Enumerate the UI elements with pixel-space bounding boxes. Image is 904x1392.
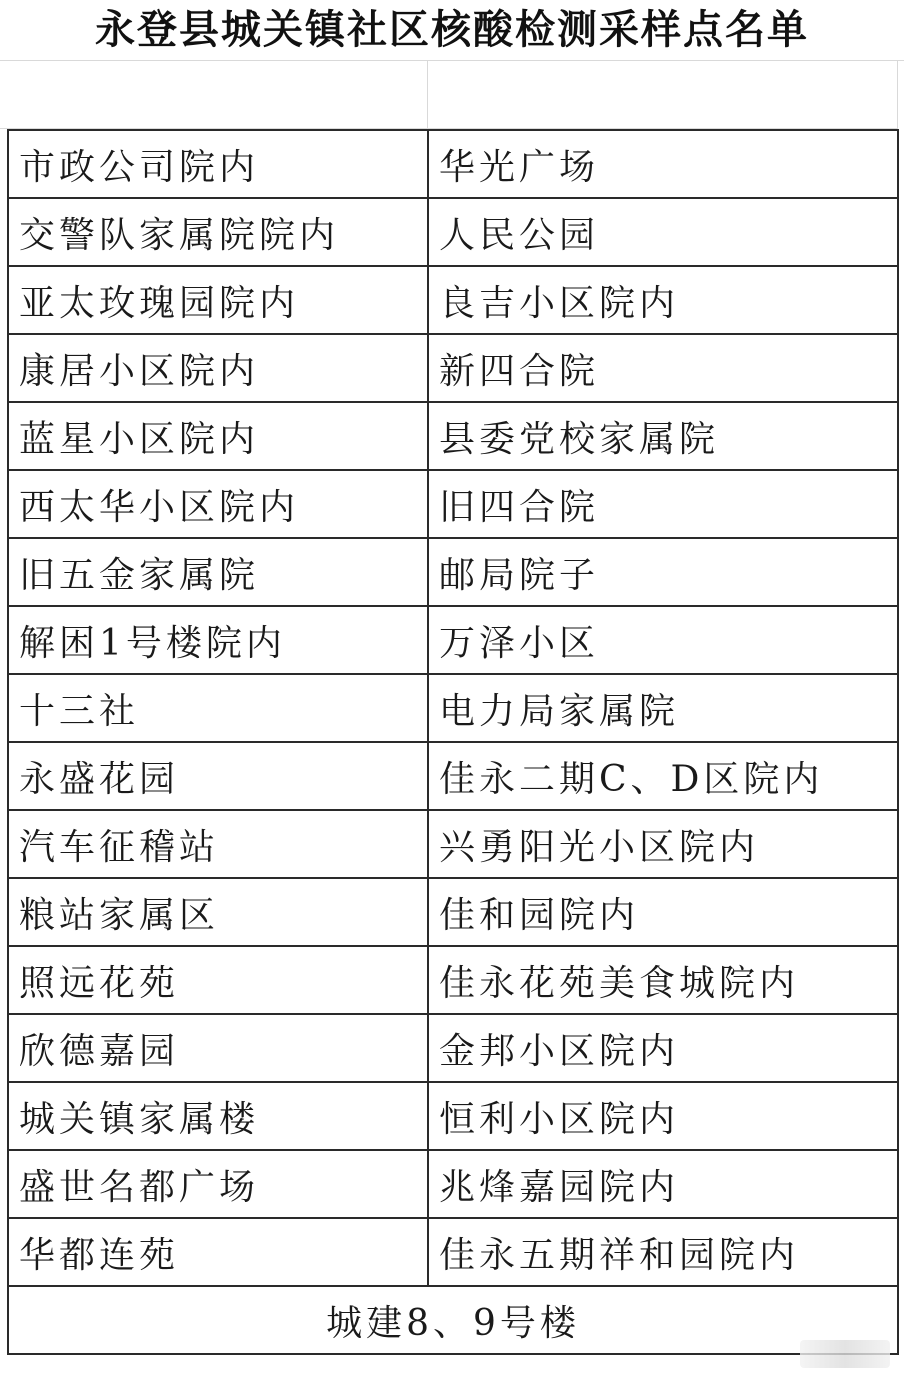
table-row [8,334,898,402]
blurred-watermark [800,1340,890,1368]
table-row [8,402,898,470]
site-name-cell-right: 佳和园院内 [428,878,898,946]
blank-cell-right [428,61,898,129]
site-name-cell-right: 万泽小区 [428,606,898,674]
table-row [8,1014,898,1082]
site-name-cell-right: 兆烽嘉园院内 [428,1150,898,1218]
blank-cell-left [0,61,428,129]
site-name-cell-right: 佳永五期祥和园院内 [428,1218,898,1286]
site-name-cell-left: 照远花苑 [8,946,428,1014]
table-row [8,470,898,538]
table-row [8,538,898,606]
sampling-sites-table-body [8,130,898,1354]
site-name-cell-right: 金邦小区院内 [428,1014,898,1082]
site-name-cell-merged: 城建8、9号楼 [8,1286,898,1354]
site-name-cell-right: 电力局家属院 [428,674,898,742]
site-name-cell-left: 盛世名都广场 [8,1150,428,1218]
site-name-cell-left: 蓝星小区院内 [8,402,428,470]
table-row [8,810,898,878]
site-name-cell-left: 康居小区院内 [8,334,428,402]
table-row-merged [8,1286,898,1354]
sampling-sites-table [7,129,899,1355]
blank-spreadsheet-row [0,61,904,129]
site-name-cell-left: 旧五金家属院 [8,538,428,606]
site-name-cell-right: 邮局院子 [428,538,898,606]
site-name-cell-right: 县委党校家属院 [428,402,898,470]
site-name-cell-left: 欣德嘉园 [8,1014,428,1082]
table-row [8,878,898,946]
site-name-cell-left: 交警队家属院院内 [8,198,428,266]
table-row [8,130,898,198]
site-name-cell-right: 旧四合院 [428,470,898,538]
table-row [8,198,898,266]
table-row [8,946,898,1014]
site-name-cell-right: 人民公园 [428,198,898,266]
site-name-cell-left: 永盛花园 [8,742,428,810]
site-name-cell-right: 佳永二期C、D区院内 [428,742,898,810]
site-name-cell-left: 西太华小区院内 [8,470,428,538]
table-row [8,674,898,742]
site-name-cell-right: 佳永花苑美食城院内 [428,946,898,1014]
site-name-cell-left: 城关镇家属楼 [8,1082,428,1150]
site-name-cell-right: 兴勇阳光小区院内 [428,810,898,878]
document-title: 永登县城关镇社区核酸检测采样点名单 [0,0,904,61]
site-name-cell-right: 良吉小区院内 [428,266,898,334]
site-name-cell-left: 华都连苑 [8,1218,428,1286]
table-row [8,266,898,334]
site-name-cell-left: 汽车征稽站 [8,810,428,878]
site-name-cell-left: 十三社 [8,674,428,742]
site-name-cell-right: 新四合院 [428,334,898,402]
table-row [8,1082,898,1150]
table-row [8,742,898,810]
table-row [8,1150,898,1218]
site-name-cell-right: 恒利小区院内 [428,1082,898,1150]
site-name-cell-right: 华光广场 [428,130,898,198]
site-name-cell-left: 市政公司院内 [8,130,428,198]
table-row [8,1218,898,1286]
table-row [8,606,898,674]
site-name-cell-left: 粮站家属区 [8,878,428,946]
site-name-cell-left: 解困1号楼院内 [8,606,428,674]
site-name-cell-left: 亚太玫瑰园院内 [8,266,428,334]
